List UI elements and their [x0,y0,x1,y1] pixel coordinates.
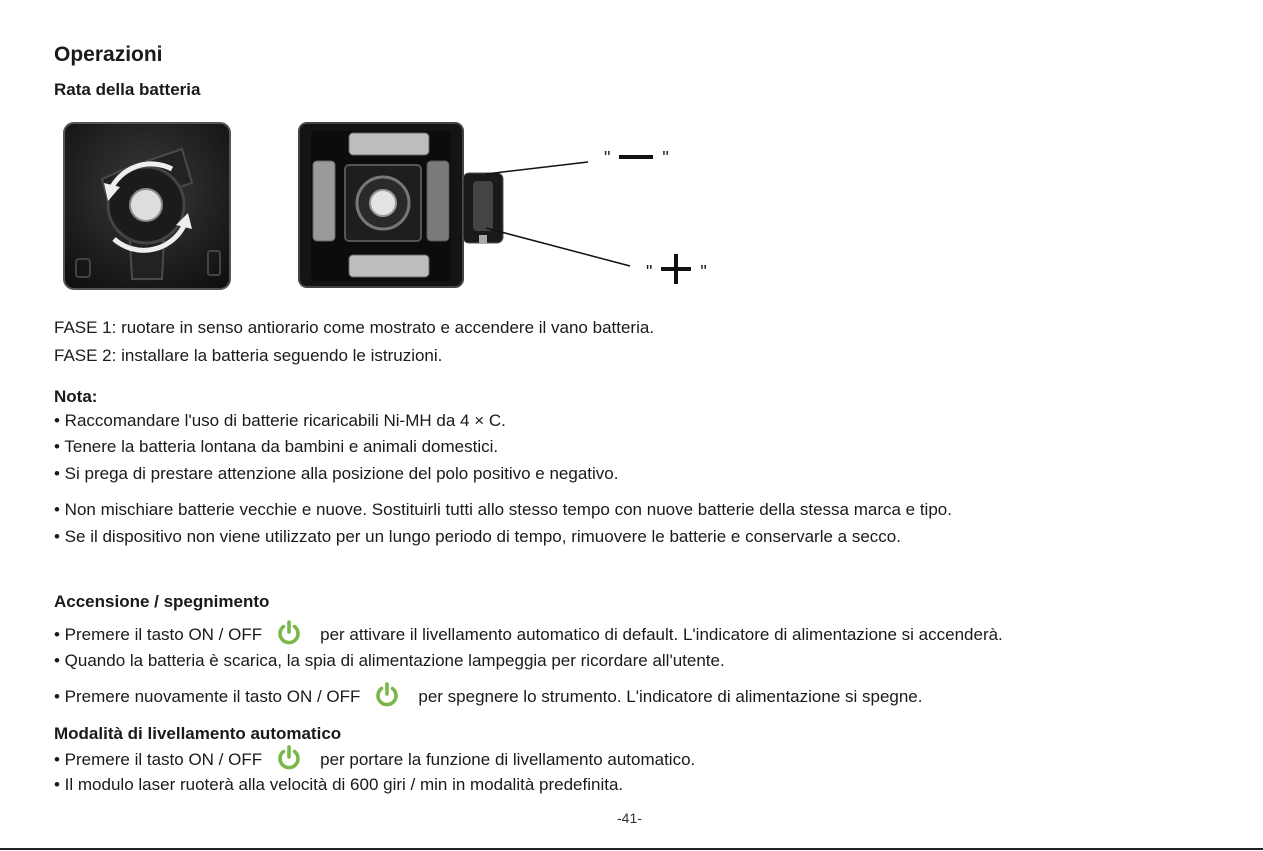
power-section-heading: Accensione / spegnimento [54,592,270,611]
note-heading: Nota: [54,387,98,406]
note-item: • Non mischiare batterie vecchie e nuove. Sostituirli tutti allo stesso tempo con nuove batterie della stessa marca e tipo. [54,500,952,519]
plus-icon [661,254,691,289]
step-2: FASE 2: installare la batteria seguendo le istruzioni. [54,346,443,365]
power-icon [276,745,302,771]
note-item: • Tenere la batteria lontana da bambini e animali domestici. [54,437,499,456]
power-icon [276,620,302,646]
page-title: Operazioni [54,43,163,66]
leveling-line-1: • Premere il tasto ON / OFF per portare la funzione di livellamento automatico. [54,745,695,771]
leveling-line-2: • Il modulo laser ruoterà alla velocità di 600 giri / min in modalità predefinita. [54,775,624,794]
power-icon [374,682,400,708]
battery-cover-photo [62,121,232,291]
power-line-3: • Premere nuovamente il tasto ON / OFF per spegnere lo strumento. L'indicatore di alimentazione si spegne. [54,682,923,708]
bottom-divider [0,848,1263,850]
power-line-2: • Quando la batteria è scarica, la spia di alimentazione lampeggia per ricordare all'utente. [54,651,725,670]
power-line-1: • Premere il tasto ON / OFF per attivare il livellamento automatico di default. L'indicatore di alimentazione si accenderà. [54,620,1003,646]
plus-polarity-label: " " [646,254,707,289]
battery-section-heading: Rata della batteria [54,80,201,99]
leveling-section-heading: Modalità di livellamento automatico [54,724,342,743]
note-item: • Se il dispositivo non viene utilizzato per un lungo periodo di tempo, rimuovere le batterie e conservarle a secco. [54,527,901,546]
note-item: • Si prega di prestare attenzione alla posizione del polo positivo e negativo. [54,464,619,483]
note-item: • Raccomandare l'uso di batterie ricaricabili Ni-MH da 4 × C. [54,411,506,430]
page-number: -41- [617,810,642,826]
minus-icon [619,155,653,159]
minus-polarity-label: " " [604,148,669,168]
step-1: FASE 1: ruotare in senso antiorario come mostrato e accendere il vano batteria. [54,318,655,337]
